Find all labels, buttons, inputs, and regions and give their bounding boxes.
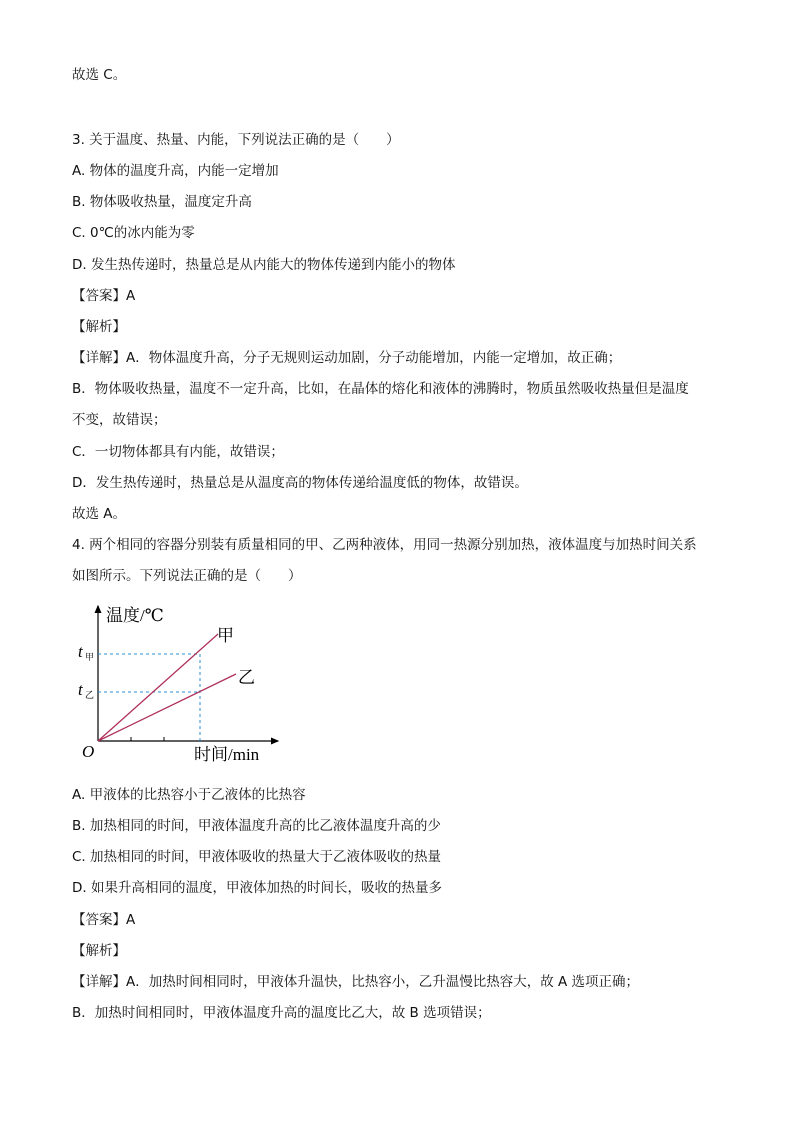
- explanation-line: 不变，故错误；: [72, 412, 167, 428]
- question-3-option-b: B. 物体吸收热量，温度定升高: [72, 194, 252, 210]
- answer-label: 【答案】A: [72, 912, 136, 928]
- question-3-option-a: A. 物体的温度升高，内能一定增加: [72, 163, 279, 179]
- x-axis-label: 时间/min: [194, 745, 260, 764]
- origin-label: O: [82, 742, 95, 761]
- series-line-jia: [98, 634, 218, 741]
- t-yi-subscript: 乙: [85, 690, 95, 700]
- conclusion-line: 故选 C。: [72, 67, 127, 83]
- line-jia-label: 甲: [217, 626, 234, 645]
- question-4-option-b: B. 加热相同的时间，甲液体温度升高的比乙液体温度升高的少: [72, 818, 441, 834]
- t-jia-subscript: 甲: [85, 652, 95, 662]
- question-4-stem: 如图所示。下列说法正确的是（ ）: [72, 568, 302, 584]
- explanation-line: C．一切物体都具有内能，故错误；: [72, 444, 284, 460]
- explanation-line: B．加热时间相同时，甲液体温度升高的温度比乙大，故 B 选项错误；: [72, 1005, 491, 1021]
- t-jia-symbol: t: [78, 642, 83, 661]
- analysis-label: 【解析】: [72, 943, 126, 959]
- line-yi-label: 乙: [238, 668, 255, 687]
- explanation-line: D．发生热传递时，热量总是从温度高的物体传递给温度低的物体，故错误。: [72, 475, 528, 491]
- analysis-label: 【解析】: [72, 319, 126, 335]
- series-line-yi: [98, 674, 236, 741]
- t-yi-symbol: t: [78, 680, 83, 699]
- explanation-line: 【详解】A．加热时间相同时，甲液体升温快，比热容小，乙升温慢比热容大，故 A 选项正确；: [72, 974, 640, 990]
- conclusion-line: 故选 A。: [72, 506, 127, 522]
- question-3-option-d: D. 发生热传递时，热量总是从内能大的物体传递到内能小的物体: [72, 257, 456, 273]
- explanation-line: B．物体吸收热量，温度不一定升高，比如，在晶体的熔化和液体的沸腾时，物质虽然吸收热量但是温度: [72, 381, 689, 397]
- question-4-option-a: A. 甲液体的比热容小于乙液体的比热容: [72, 787, 306, 803]
- question-4-option-d: D. 如果升高相同的温度，甲液体加热的时间长，吸收的热量多: [72, 880, 442, 896]
- question-4-stem: 4. 两个相同的容器分别装有质量相同的甲、乙两种液体，用同一热源分别加热，液体温度与加热时间关系: [72, 537, 697, 553]
- question-3-option-c: C. 0℃的冰内能为零: [72, 225, 195, 241]
- y-axis-label: 温度/℃: [106, 606, 164, 625]
- explanation-line: 【详解】A．物体温度升高，分子无规则运动加剧，分子动能增加，内能一定增加，故正确；: [72, 350, 622, 366]
- question-3-stem: 3. 关于温度、热量、内能，下列说法正确的是（ ）: [72, 132, 400, 148]
- answer-label: 【答案】A: [72, 288, 136, 304]
- question-4-option-c: C. 加热相同的时间，甲液体吸收的热量大于乙液体吸收的热量: [72, 849, 442, 865]
- temperature-time-graph: [66, 598, 286, 770]
